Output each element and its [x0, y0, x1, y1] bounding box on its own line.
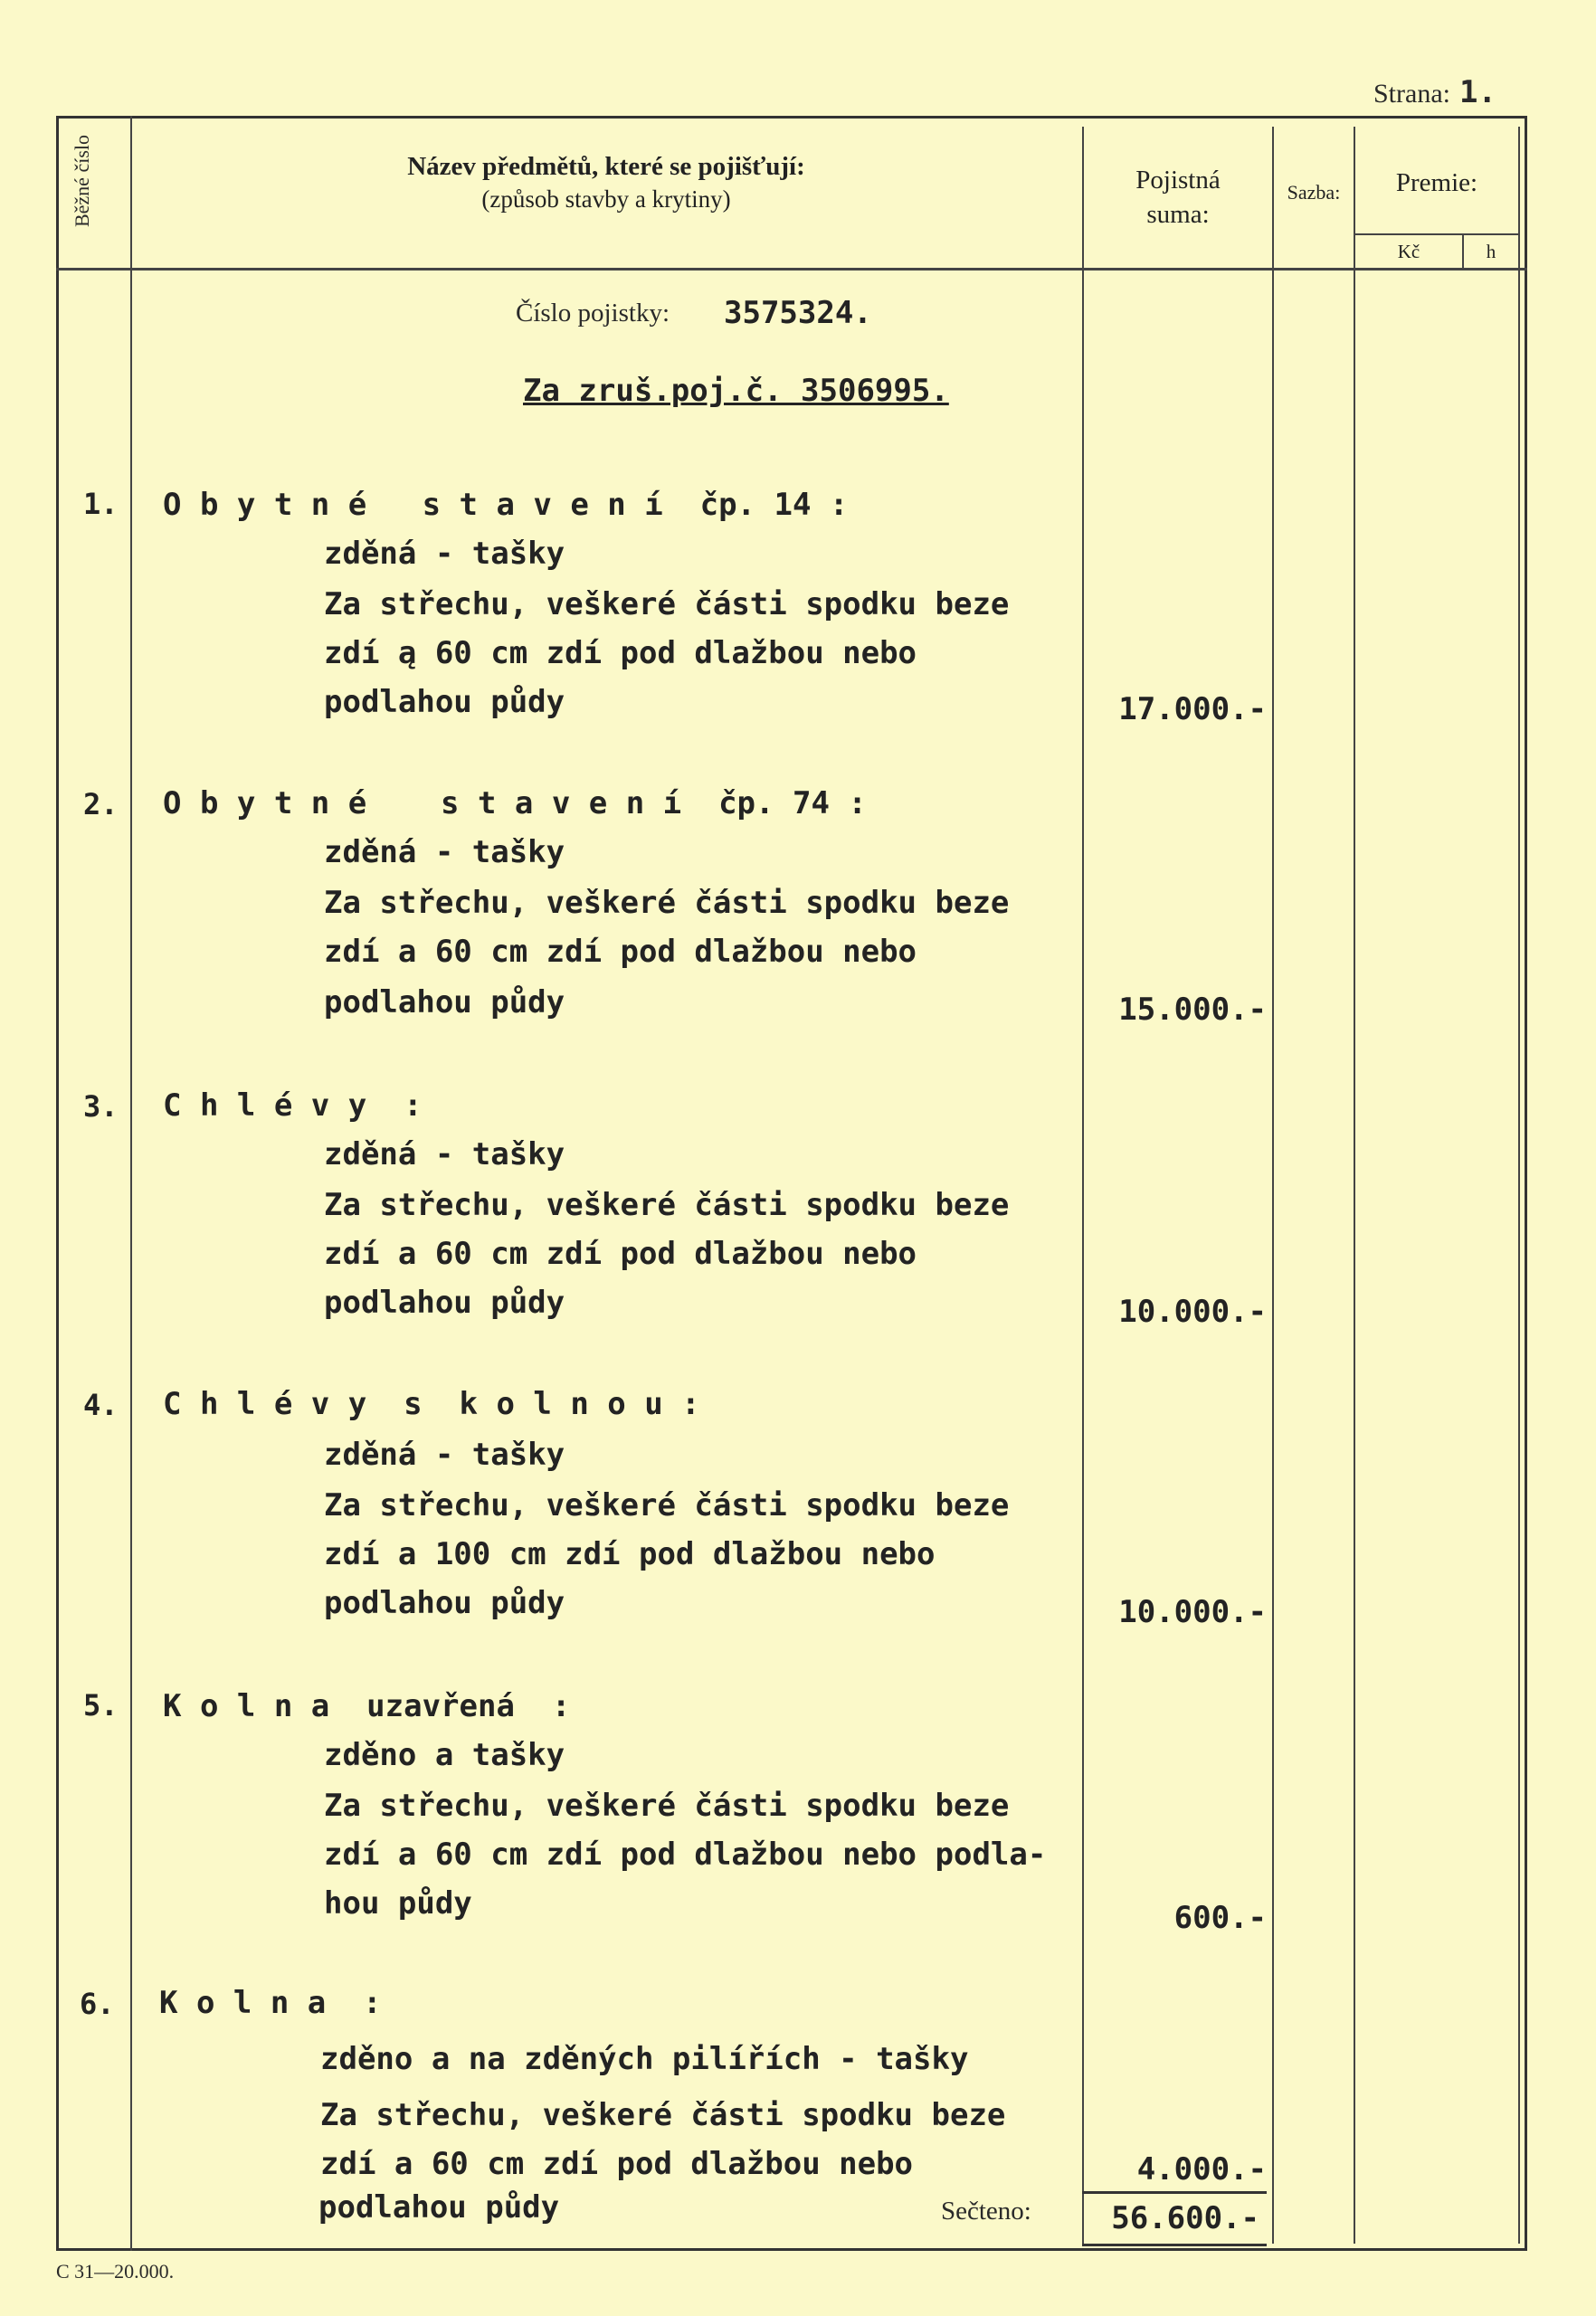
- item-line: podlahou půdy: [324, 1285, 565, 1321]
- item-amount: 17.000.-: [1118, 691, 1267, 727]
- item-line: podlahou půdy: [324, 684, 565, 720]
- item-line: zdí a 60 cm zdí pod dlažbou nebo podla-: [324, 1837, 1047, 1873]
- item-line: zdí a 60 cm zdí pod dlažbou nebo: [324, 1236, 917, 1272]
- item-line: zděno a tašky: [324, 1737, 565, 1773]
- item-line: zděno a na zděných pilířích - tašky: [320, 2041, 969, 2077]
- item-line: zdí ą 60 cm zdí pod dlažbou nebo: [324, 635, 917, 671]
- item-line: zdí a 60 cm zdí pod dlažbou nebo: [324, 934, 917, 970]
- total-label: Sečteno:: [941, 2197, 1031, 2226]
- item-line: zděná - tašky: [324, 1437, 565, 1473]
- policy-label: Číslo pojistky:: [516, 299, 670, 327]
- item-heading: K o l n a uzavřená :: [163, 1688, 571, 1724]
- item-number: 2.: [83, 787, 119, 821]
- item-heading: O b y t n é s t a v e n í čp. 14 :: [163, 487, 849, 523]
- header-rule: [56, 268, 1527, 271]
- item-line: Za střechu, veškeré části spodku beze: [324, 1187, 1010, 1223]
- item-line: zdí a 60 cm zdí pod dlažbou nebo: [320, 2146, 914, 2182]
- header-item-subtitle: (způsob stavby a krytiny): [481, 185, 731, 213]
- item-number: 3.: [83, 1089, 119, 1124]
- item-number: 5.: [83, 1688, 119, 1723]
- item-line: podlahou půdy: [324, 984, 565, 1020]
- page-number: [1373, 74, 1496, 110]
- item-amount: 600.-: [1173, 1900, 1267, 1936]
- item-line: Za střechu, veškeré části spodku beze: [324, 1788, 1010, 1824]
- item-line: podlahou půdy: [318, 2189, 560, 2226]
- header-sum-line2: suma:: [1146, 200, 1210, 229]
- col-rule-rownum: [130, 116, 132, 2251]
- policy-number: 3575324.: [724, 295, 872, 331]
- header-sum: [1086, 163, 1270, 232]
- item-number: 1.: [83, 487, 119, 521]
- item-line: Za střechu, veškeré části spodku beze: [324, 1487, 1010, 1523]
- item-heading: O b y t n é s t a v e n í čp. 74 :: [163, 785, 867, 821]
- page-label: Strana:: [1373, 79, 1450, 109]
- item-line: zděná - tašky: [324, 536, 565, 572]
- item-amount: 10.000.-: [1118, 1594, 1267, 1630]
- item-line: zděná - tašky: [324, 834, 565, 870]
- item-amount: 15.000.-: [1118, 992, 1267, 1028]
- header-item: [145, 152, 1068, 214]
- header-item-title: Název předmětů, které se pojišťují:: [407, 152, 805, 181]
- item-line: hou půdy: [324, 1885, 472, 1922]
- header-kc: Kč: [1397, 241, 1420, 262]
- total-value: 56.600.-: [1111, 2200, 1259, 2236]
- item-line: zděná - tašky: [324, 1136, 565, 1172]
- item-number: 6.: [80, 1987, 115, 2021]
- form-code: C 31—20.000.: [56, 2260, 175, 2283]
- item-heading: C h l é v y s k o l n o u :: [163, 1386, 700, 1422]
- cancel-note: Za zruš.poj.č. 3506995.: [523, 373, 949, 409]
- item-number: 4.: [83, 1388, 119, 1422]
- item-line: Za střechu, veškeré části spodku beze: [320, 2097, 1006, 2133]
- col-rule-rate-right: [1354, 127, 1355, 2244]
- form-frame: [56, 116, 1527, 2251]
- total-underline: [1082, 2244, 1267, 2246]
- premium-sub-rule: [1354, 233, 1518, 235]
- item-heading: K o l n a :: [159, 1985, 382, 2021]
- item-amount: 4.000.-: [1136, 2151, 1267, 2188]
- header-sum-line1: Pojistná: [1135, 166, 1221, 195]
- item-amount: 10.000.-: [1118, 1294, 1267, 1330]
- header-premium: Premie:: [1395, 168, 1478, 197]
- item-line: Za střechu, veškeré části spodku beze: [324, 586, 1010, 622]
- item-heading: C h l é v y :: [163, 1087, 423, 1124]
- item-line: Za střechu, veškeré části spodku beze: [324, 885, 1010, 921]
- col-rule-sum-right: [1272, 127, 1274, 2244]
- sum-underline: [1082, 2191, 1267, 2194]
- header-h: h: [1486, 241, 1496, 262]
- item-line: zdí a 100 cm zdí pod dlažbou nebo: [324, 1536, 936, 1572]
- header-rate: Sazba:: [1287, 181, 1341, 204]
- header-row-number: Běžné číslo: [71, 134, 93, 228]
- item-line: podlahou půdy: [324, 1585, 565, 1621]
- page-value: 1.: [1458, 74, 1496, 110]
- col-rule-premium-right: [1518, 127, 1520, 2244]
